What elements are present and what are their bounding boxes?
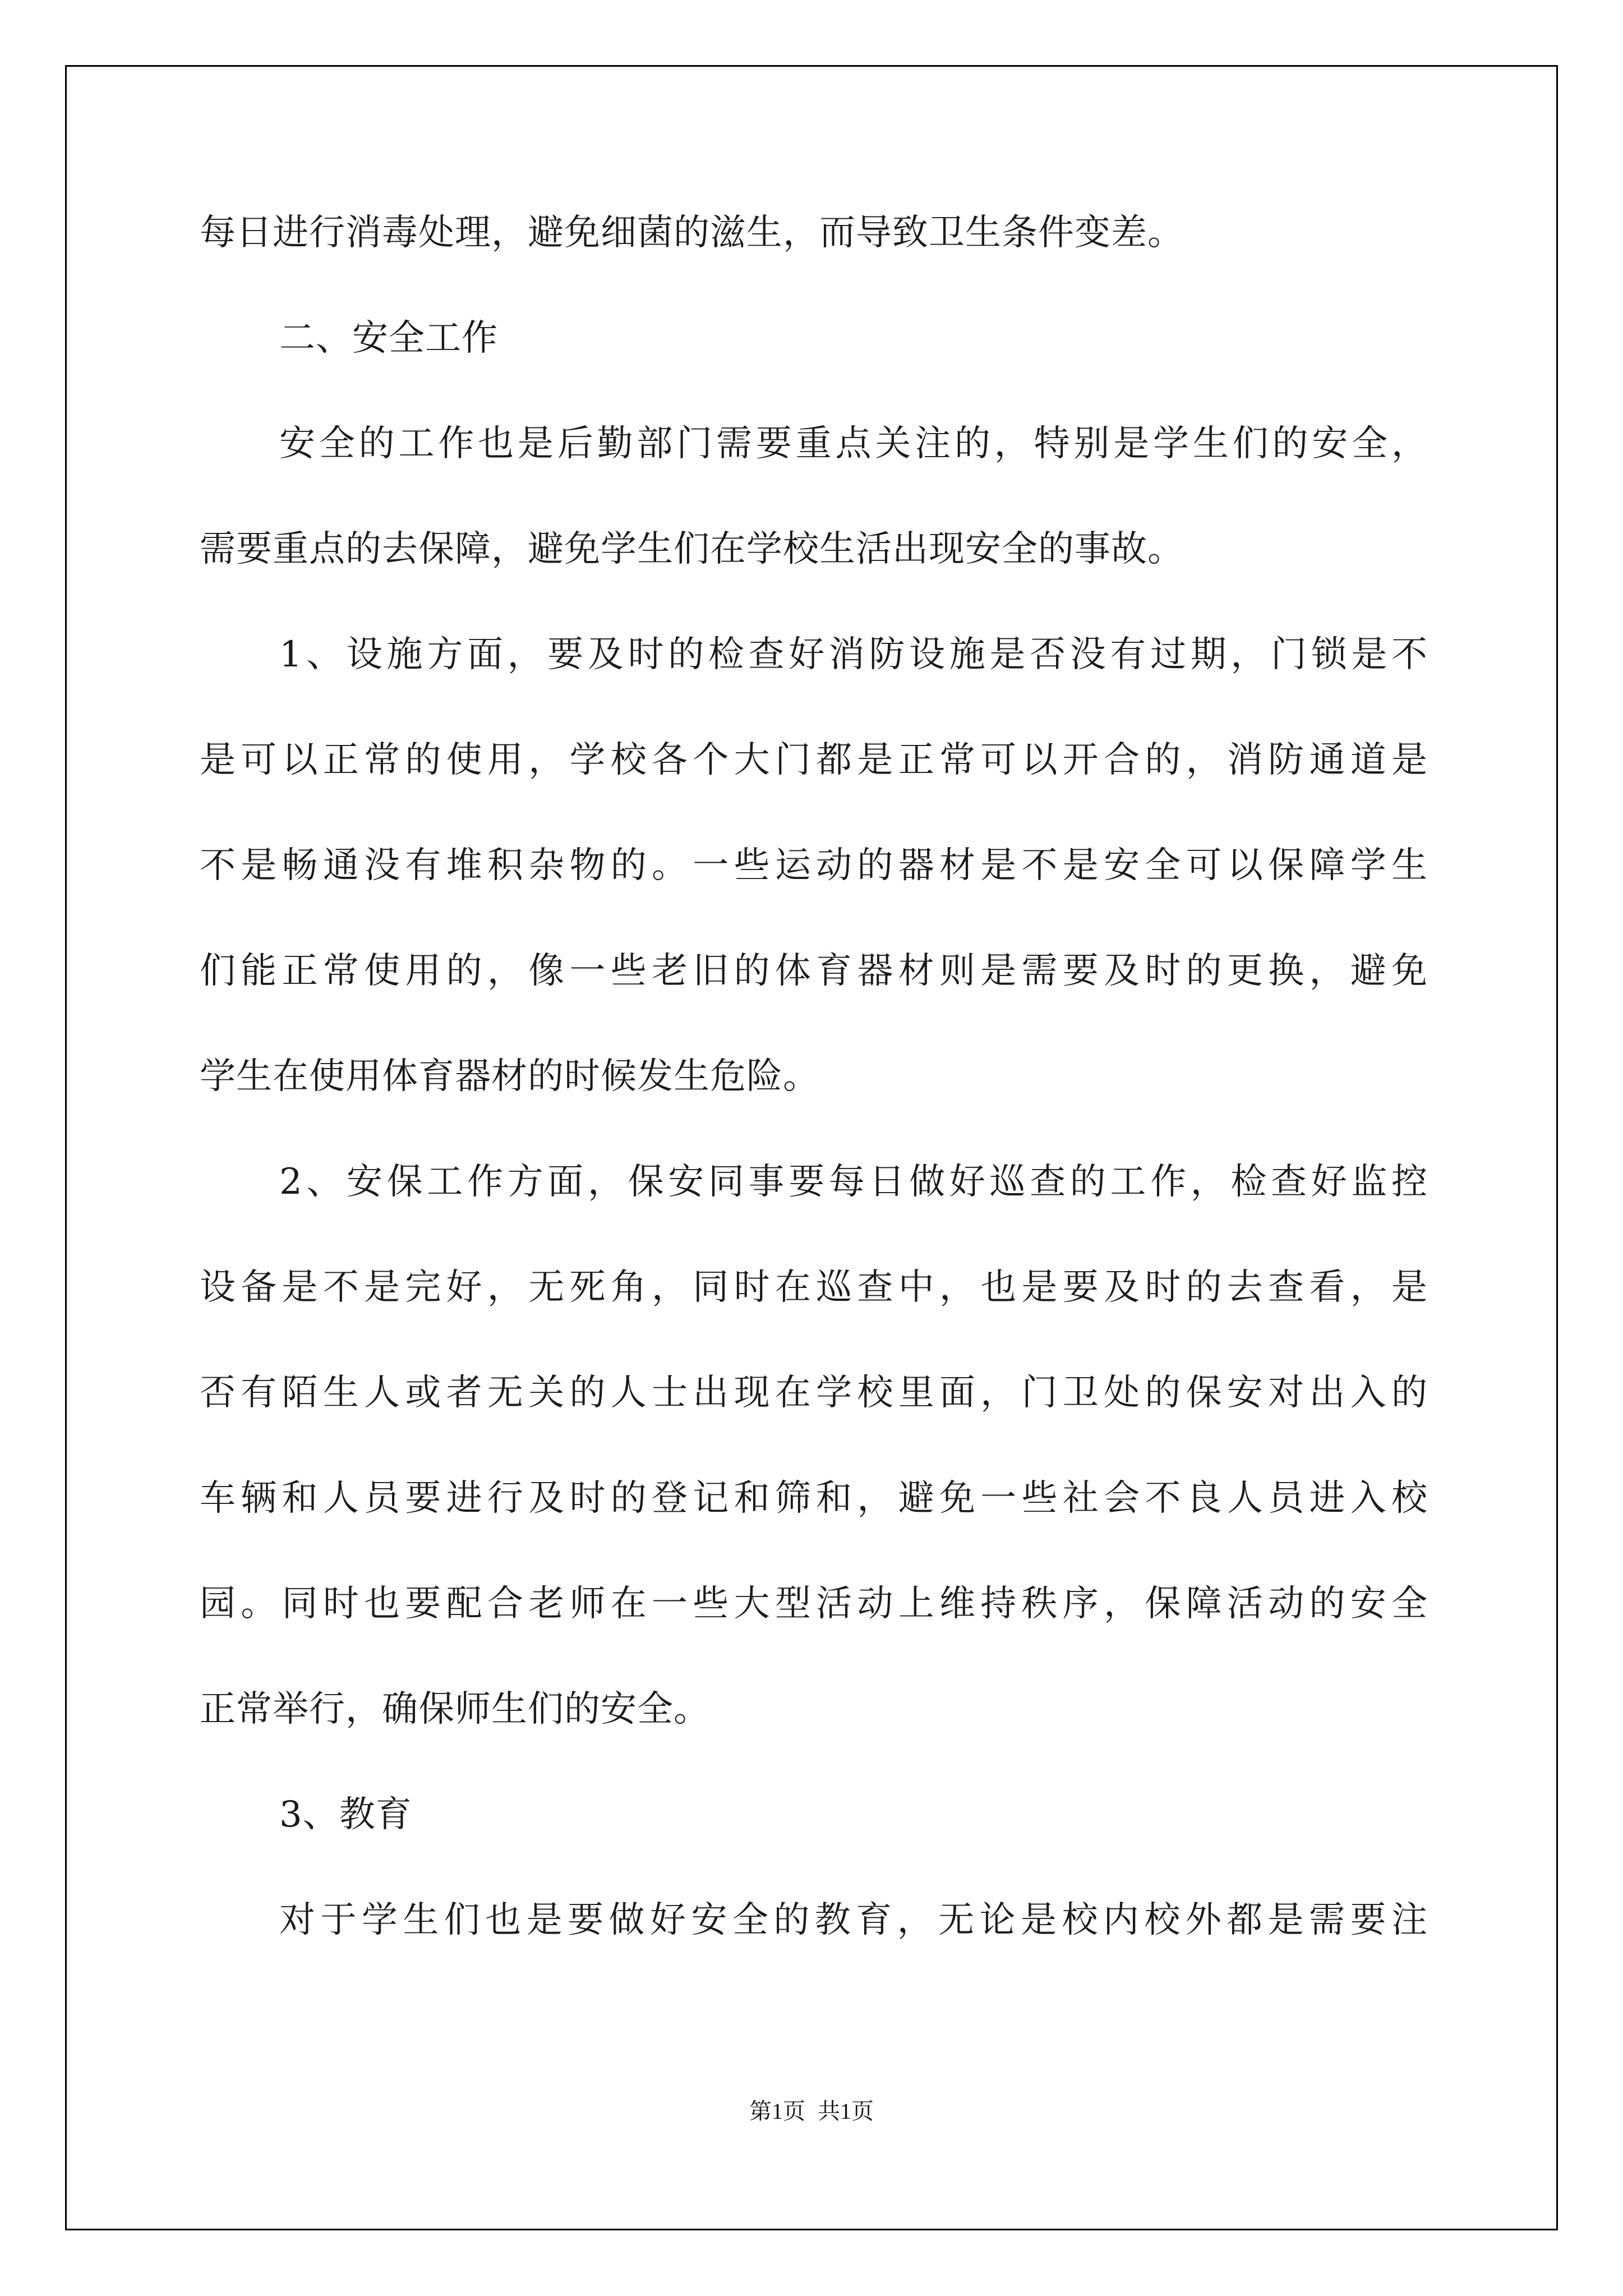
paragraph-line: 是可以正常的使用，学校各个大门都是正常可以开合的，消防通道是 — [200, 739, 1428, 781]
paragraph — [200, 629, 1428, 1102]
paragraph-line: 设备是不是完好，无死角，同时在巡查中，也是要及时的去查看，是 — [200, 1267, 1428, 1308]
page-footer — [0, 2097, 1623, 2126]
paragraph-line: 正常举行，确保师生们的安全。 — [200, 1688, 710, 1730]
section-heading: 二、安全工作 — [279, 318, 498, 359]
paragraph-line: 对于学生们也是要做好安全的教育，无论是校内校外都是需要注 — [279, 1899, 1428, 1941]
paragraph-line: 园。同时也要配合老师在一些大型活动上维持秩序，保障活动的安全 — [200, 1583, 1428, 1625]
paragraph — [200, 418, 1428, 574]
paragraph — [200, 1157, 1428, 1734]
paragraph-line: 否有陌生人或者无关的人士出现在学校里面，门卫处的保安对出入的 — [200, 1372, 1428, 1414]
document-body — [200, 208, 1428, 1945]
paragraph-line: 每日进行消毒处理，避免细菌的滋生，而导致卫生条件变差。 — [200, 212, 1184, 254]
paragraph-line: 安全的工作也是后勤部门需要重点关注的，特别是学生们的安全， — [279, 423, 1428, 464]
section-heading: 3、教育 — [279, 1794, 412, 1835]
paragraph-line: 车辆和人员要进行及时的登记和筛和，避免一些社会不良人员进入校 — [200, 1478, 1428, 1519]
paragraph-line: 不是畅通没有堆积杂物的。一些运动的器材是不是安全可以保障学生 — [200, 845, 1428, 886]
paragraph-line: 们能正常使用的，像一些老旧的体育器材则是需要及时的更换，避免 — [200, 950, 1428, 992]
page-total: 共1页 — [818, 2099, 874, 2124]
paragraph-line: 2、安保工作方面，保安同事要每日做好巡查的工作，检查好监控 — [279, 1161, 1428, 1203]
page-number: 第1页 — [749, 2099, 805, 2124]
paragraph-line: 需要重点的去保障，避免学生们在学校生活出现安全的事故。 — [200, 528, 1184, 570]
paragraph-line: 学生在使用体育器材的时候发生危险。 — [200, 1056, 819, 1097]
paragraph-line: 1、设施方面，要及时的检查好消防设施是否没有过期，门锁是不 — [279, 634, 1428, 675]
